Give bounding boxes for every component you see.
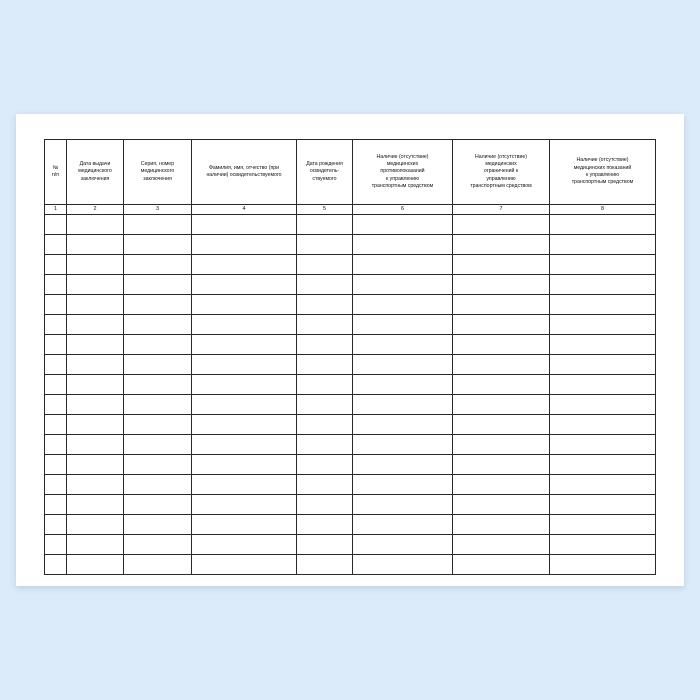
column-number-row — [45, 205, 656, 215]
table-cell[interactable] — [67, 475, 124, 495]
table-cell[interactable] — [453, 275, 550, 295]
table-cell[interactable] — [192, 395, 297, 415]
table-cell[interactable] — [353, 215, 453, 235]
header-line: п/п — [51, 172, 60, 178]
table-cell[interactable] — [67, 435, 124, 455]
table-cell[interactable] — [124, 415, 192, 435]
column-header-series-number — [124, 140, 192, 205]
table-cell[interactable] — [67, 335, 124, 355]
header-line: медицинских — [386, 160, 419, 167]
table-cell[interactable] — [124, 495, 192, 515]
header-line: транспортным средством — [470, 183, 532, 190]
table-row[interactable] — [45, 215, 656, 235]
table-cell[interactable] — [45, 315, 67, 335]
table-cell[interactable] — [353, 415, 453, 435]
table-cell[interactable] — [124, 355, 192, 375]
table-cell[interactable] — [453, 295, 550, 315]
table-cell[interactable] — [297, 395, 353, 415]
table-cell[interactable] — [192, 555, 297, 575]
table-cell[interactable] — [124, 455, 192, 475]
table-cell[interactable] — [353, 275, 453, 295]
table-cell[interactable] — [67, 235, 124, 255]
table-cell[interactable] — [550, 275, 656, 295]
table-cell[interactable] — [192, 335, 297, 355]
table-cell[interactable] — [297, 555, 353, 575]
table-cell[interactable] — [453, 495, 550, 515]
table-cell[interactable] — [45, 255, 67, 275]
column-header-birth-date — [297, 140, 353, 205]
table-cell[interactable] — [192, 455, 297, 475]
table-cell[interactable] — [192, 415, 297, 435]
table-row[interactable] — [45, 335, 656, 355]
table-cell[interactable] — [297, 515, 353, 535]
table-cell[interactable] — [550, 535, 656, 555]
header-line: наличии) освидетельствуемого — [206, 172, 282, 178]
table-cell[interactable] — [453, 555, 550, 575]
table-cell[interactable] — [124, 555, 192, 575]
table-cell[interactable] — [67, 415, 124, 435]
table-cell[interactable] — [45, 515, 67, 535]
table-cell[interactable] — [45, 335, 67, 355]
column-number-cell: 3 — [124, 205, 192, 215]
table-cell[interactable] — [453, 535, 550, 555]
table-cell[interactable] — [45, 375, 67, 395]
table-cell[interactable] — [297, 295, 353, 315]
header-line: заключения — [143, 175, 172, 182]
table-cell[interactable] — [297, 335, 353, 355]
header-line: Дата рождения — [306, 160, 343, 167]
table-cell[interactable] — [550, 315, 656, 335]
header-line: медицинских показаний — [573, 164, 632, 171]
header-line: № — [52, 164, 59, 171]
table-row[interactable] — [45, 235, 656, 255]
table-cell[interactable] — [353, 295, 453, 315]
table-cell[interactable] — [124, 235, 192, 255]
table-row[interactable] — [45, 535, 656, 555]
table-cell[interactable] — [297, 375, 353, 395]
table-cell[interactable] — [67, 555, 124, 575]
table-cell[interactable] — [297, 495, 353, 515]
table-cell[interactable] — [192, 295, 297, 315]
header-line: противопоказаний — [380, 168, 425, 175]
table-row[interactable] — [45, 555, 656, 575]
table-cell[interactable] — [353, 495, 453, 515]
table-cell[interactable] — [45, 475, 67, 495]
table-cell[interactable] — [67, 395, 124, 415]
table-cell[interactable] — [45, 275, 67, 295]
table-cell[interactable] — [67, 315, 124, 335]
table-cell[interactable] — [124, 295, 192, 315]
header-line: освидетель- — [309, 168, 340, 175]
table-cell[interactable] — [550, 415, 656, 435]
header-line: Наличие (отсутствие) — [576, 157, 629, 164]
table-cell[interactable] — [45, 295, 67, 315]
table-cell[interactable] — [45, 235, 67, 255]
table-row[interactable] — [45, 295, 656, 315]
table-cell[interactable] — [453, 355, 550, 375]
table-cell[interactable] — [124, 515, 192, 535]
table-cell[interactable] — [124, 275, 192, 295]
table-cell[interactable] — [550, 495, 656, 515]
table-cell[interactable] — [453, 455, 550, 475]
table-cell[interactable] — [45, 455, 67, 475]
table-cell[interactable] — [67, 295, 124, 315]
column-header-restrictions — [453, 140, 550, 205]
table-cell[interactable] — [67, 355, 124, 375]
column-number-cell: 5 — [297, 205, 353, 215]
table-cell[interactable] — [353, 375, 453, 395]
table-cell[interactable] — [67, 215, 124, 235]
table-row[interactable] — [45, 455, 656, 475]
table-cell[interactable] — [453, 515, 550, 535]
table-cell[interactable] — [550, 435, 656, 455]
table-cell[interactable] — [353, 335, 453, 355]
table-cell[interactable] — [353, 315, 453, 335]
table-cell[interactable] — [550, 375, 656, 395]
table-cell[interactable] — [45, 415, 67, 435]
table-cell[interactable] — [192, 495, 297, 515]
table-cell[interactable] — [192, 235, 297, 255]
table-cell[interactable] — [192, 375, 297, 395]
header-line: Наличие (отсутствие) — [474, 153, 528, 160]
column-number-cell: 2 — [67, 205, 124, 215]
column-number-cell: 4 — [192, 205, 297, 215]
table-cell[interactable] — [297, 355, 353, 375]
table-cell[interactable] — [124, 215, 192, 235]
header-line: к управлению — [385, 175, 420, 182]
table-cell[interactable] — [297, 315, 353, 335]
table-cell[interactable] — [124, 395, 192, 415]
table-cell[interactable] — [453, 475, 550, 495]
table-cell[interactable] — [353, 435, 453, 455]
table-cell[interactable] — [353, 355, 453, 375]
column-header-indications — [550, 140, 656, 205]
table-row[interactable] — [45, 515, 656, 535]
header-line: медицинского — [140, 168, 175, 175]
table-cell[interactable] — [67, 455, 124, 475]
document-sheet — [16, 114, 684, 586]
header-line: управлению — [486, 175, 516, 182]
table-cell[interactable] — [192, 215, 297, 235]
header-line: медицинских — [485, 160, 517, 167]
table-cell[interactable] — [353, 555, 453, 575]
header-line: ствуемого — [312, 175, 337, 182]
table-cell[interactable] — [45, 355, 67, 375]
table-cell[interactable] — [124, 435, 192, 455]
journal-table — [44, 139, 656, 575]
table-cell[interactable] — [297, 415, 353, 435]
table-cell[interactable] — [297, 455, 353, 475]
table-cell[interactable] — [297, 235, 353, 255]
header-line: транспортным средством — [371, 183, 434, 190]
table-cell[interactable] — [124, 255, 192, 275]
table-cell[interactable] — [192, 475, 297, 495]
table-cell[interactable] — [124, 535, 192, 555]
table-row[interactable] — [45, 375, 656, 395]
column-header-issue-date — [67, 140, 124, 205]
header-line: ограничений к — [483, 168, 519, 175]
table-row[interactable] — [45, 495, 656, 515]
table-cell[interactable] — [353, 395, 453, 415]
table-cell[interactable] — [45, 495, 67, 515]
table-cell[interactable] — [353, 535, 453, 555]
table-cell[interactable] — [45, 555, 67, 575]
header-line: Серия, номер — [140, 160, 175, 167]
table-cell[interactable] — [353, 255, 453, 275]
table-row[interactable] — [45, 395, 656, 415]
table-cell[interactable] — [453, 415, 550, 435]
header-line: заключения — [80, 175, 110, 182]
column-header-contraindications — [353, 140, 453, 205]
table-cell[interactable] — [353, 235, 453, 255]
table-cell[interactable] — [67, 375, 124, 395]
table-cell[interactable] — [453, 215, 550, 235]
table-cell[interactable] — [124, 375, 192, 395]
table-cell[interactable] — [353, 455, 453, 475]
table-cell[interactable] — [297, 535, 353, 555]
table-cell[interactable] — [45, 395, 67, 415]
column-header-number — [45, 140, 67, 205]
table-cell[interactable] — [453, 255, 550, 275]
table-row[interactable] — [45, 355, 656, 375]
table-cell[interactable] — [453, 395, 550, 415]
header-line: Наличие (отсутствие) — [376, 153, 429, 160]
table-cell[interactable] — [67, 535, 124, 555]
table-cell[interactable] — [353, 475, 453, 495]
journal-table-container — [44, 139, 655, 575]
column-number-cell: 1 — [45, 205, 67, 215]
table-cell[interactable] — [353, 515, 453, 535]
table-cell[interactable] — [67, 275, 124, 295]
table-body — [45, 215, 656, 575]
table-cell[interactable] — [297, 275, 353, 295]
table-row[interactable] — [45, 315, 656, 335]
table-cell[interactable] — [550, 235, 656, 255]
column-number-cell: 8 — [550, 205, 656, 215]
table-cell[interactable] — [297, 215, 353, 235]
table-cell[interactable] — [124, 475, 192, 495]
table-cell[interactable] — [192, 435, 297, 455]
table-row[interactable] — [45, 435, 656, 455]
table-cell[interactable] — [453, 315, 550, 335]
table-cell[interactable] — [297, 255, 353, 275]
table-cell[interactable] — [67, 255, 124, 275]
table-cell[interactable] — [550, 555, 656, 575]
table-cell[interactable] — [192, 275, 297, 295]
table-row[interactable] — [45, 255, 656, 275]
table-cell[interactable] — [550, 255, 656, 275]
table-cell[interactable] — [67, 495, 124, 515]
column-header-full-name — [192, 140, 297, 205]
table-cell[interactable] — [192, 535, 297, 555]
header-line: Дата выдачи — [79, 160, 111, 167]
table-cell[interactable] — [45, 215, 67, 235]
table-row[interactable] — [45, 415, 656, 435]
header-line: медицинского — [78, 168, 112, 175]
table-cell[interactable] — [550, 395, 656, 415]
header-row — [45, 140, 656, 205]
table-cell[interactable] — [45, 535, 67, 555]
table-row[interactable] — [45, 475, 656, 495]
table-cell[interactable] — [192, 315, 297, 335]
header-line: транспортным средством — [571, 179, 634, 186]
table-cell[interactable] — [45, 435, 67, 455]
table-cell[interactable] — [550, 455, 656, 475]
table-cell[interactable] — [453, 375, 550, 395]
table-cell[interactable] — [192, 355, 297, 375]
column-number-cell: 7 — [453, 205, 550, 215]
table-cell[interactable] — [124, 315, 192, 335]
table-cell[interactable] — [550, 515, 656, 535]
table-header — [45, 140, 656, 215]
table-cell[interactable] — [192, 255, 297, 275]
column-number-cell: 6 — [353, 205, 453, 215]
table-cell[interactable] — [550, 335, 656, 355]
table-row[interactable] — [45, 275, 656, 295]
header-line: Фамилия, имя, отчество (при — [208, 164, 280, 171]
table-cell[interactable] — [550, 295, 656, 315]
table-cell[interactable] — [453, 335, 550, 355]
table-cell[interactable] — [453, 435, 550, 455]
table-cell[interactable] — [297, 475, 353, 495]
table-cell[interactable] — [550, 475, 656, 495]
header-line: к управлению — [585, 172, 620, 178]
table-cell[interactable] — [124, 335, 192, 355]
table-cell[interactable] — [67, 515, 124, 535]
table-cell[interactable] — [550, 355, 656, 375]
table-cell[interactable] — [192, 515, 297, 535]
table-cell[interactable] — [453, 235, 550, 255]
table-cell[interactable] — [550, 215, 656, 235]
table-cell[interactable] — [297, 435, 353, 455]
